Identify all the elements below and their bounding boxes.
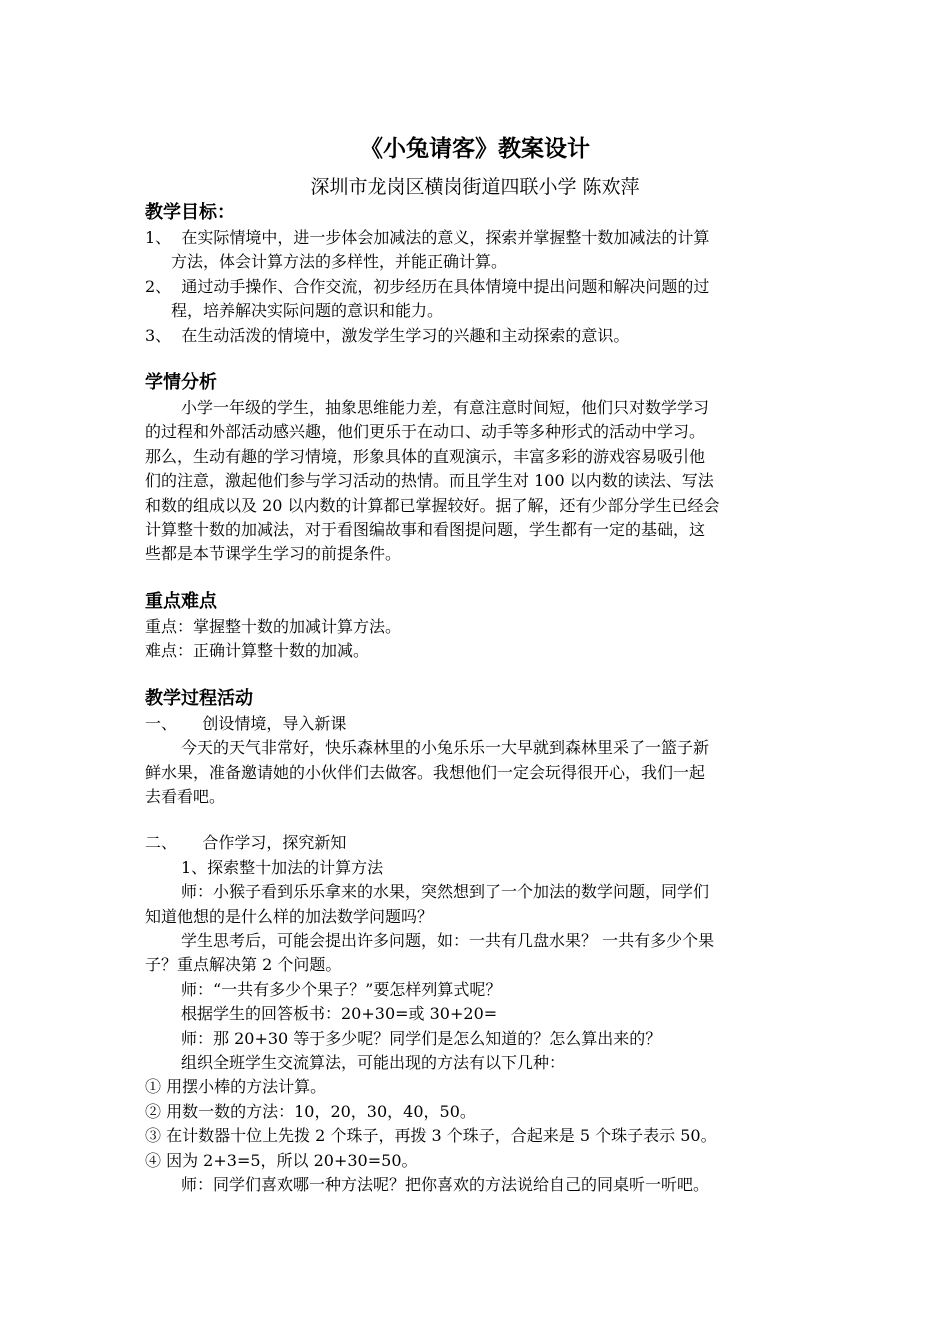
- analysis-line: 们的注意，激起他们参与学习活动的热情。而且学生对 100 以内数的读法、写法: [145, 471, 714, 491]
- analysis-line: 和数的组成以及 20 以内数的计算都已掌握较好。据了解，还有少部分学生已经会: [145, 495, 720, 515]
- analysis-line: 计算整十数的加减法，对于看图编故事和看图提问题，学生都有一定的基础，这: [145, 520, 706, 540]
- process-line: 根据学生的回答板书：20+30=或 30+20=: [181, 1004, 498, 1024]
- process-line: 学生思考后，可能会提出许多问题，如：一共有几盘水果？ 一共有多少个果: [181, 930, 715, 950]
- document-title: 《小兔请客》教案设计: [360, 136, 590, 162]
- process-line: 师：“一共有多少个果子？”要怎样列算式呢？: [181, 979, 502, 999]
- goal-line: 方法，体会计算方法的多样性，并能正确计算。: [171, 252, 508, 272]
- process-line: 师：那 20+30 等于多少呢？同学们是怎么知道的？怎么算出来的？: [181, 1028, 662, 1048]
- key-point-line: 重点：掌握整十数的加减计算方法。: [145, 616, 402, 636]
- heading-process: 教学过程活动: [145, 687, 253, 709]
- process-subtitle: 1、探索整十加法的计算方法: [181, 857, 384, 877]
- heading-goals: 教学目标：: [145, 202, 235, 223]
- analysis-line: 的过程和外部活动感兴趣，他们更乐于在动口、动手等多种形式的活动中学习。: [145, 422, 706, 442]
- heading-analysis: 学情分析: [145, 372, 217, 394]
- heading-key-points: 重点难点: [145, 590, 217, 612]
- method-item: ① 用摆小棒的方法计算。: [145, 1077, 327, 1097]
- key-point-line: 难点：正确计算整十数的加减。: [145, 641, 370, 661]
- process-line: 去看看吧。: [145, 786, 226, 806]
- process-part-title: 一、 创设情境，导入新课: [145, 713, 347, 733]
- process-line: 组织全班学生交流算法，可能出现的方法有以下几种：: [181, 1052, 566, 1072]
- analysis-line: 那么，生动有趣的学习情境，形象具体的直观演示，丰富多彩的游戏容易吸引他: [145, 446, 706, 466]
- process-line: 师：同学们喜欢哪一种方法呢？把你喜欢的方法说给自己的同桌听一听吧。: [181, 1175, 710, 1194]
- goal-line: 1、 在实际情境中，进一步体会加减法的意义，探索并掌握整十数加减法的计算: [145, 228, 710, 247]
- process-line: 今天的天气非常好，快乐森林里的小兔乐乐一大早就到森林里采了一篮子新: [181, 738, 710, 758]
- analysis-line: 些都是本节课学生学习的前提条件。: [145, 544, 402, 564]
- analysis-line: 小学一年级的学生，抽象思维能力差，有意注意时间短，他们只对数学学习: [181, 398, 710, 418]
- process-part-title: 二、 合作学习，探究新知: [145, 833, 347, 853]
- method-item: ② 用数一数的方法：10，20，30，40，50。: [145, 1101, 476, 1121]
- method-item: ③ 在计数器十位上先拨 2 个珠子，再拨 3 个珠子，合起来是 5 个珠子表示 50。: [145, 1126, 717, 1146]
- process-line: 师：小猴子看到乐乐拿来的水果，突然想到了一个加法的数学问题，同学们: [181, 882, 710, 902]
- process-line: 鲜水果，准备邀请她的小伙伴们去做客。我想他们一定会玩得很开心，我们一起: [145, 762, 706, 782]
- goal-line: 3、 在生动活泼的情境中，激发学生学习的兴趣和主动探索的意识。: [145, 325, 630, 345]
- goal-line: 2、 通过动手操作、合作交流，初步经历在具体情境中提出问题和解决问题的过: [145, 276, 710, 296]
- process-line: 知道他想的是什么样的加法数学问题吗？: [145, 906, 434, 926]
- method-item: ④ 因为 2+3=5，所以 20+30=50。: [145, 1150, 418, 1170]
- process-line: 子？重点解决第 2 个问题。: [145, 955, 342, 975]
- document-body: [145, 200, 810, 1197]
- goal-line: 程，培养解决实际问题的意识和能力。: [171, 301, 444, 321]
- document-author: 深圳市龙岗区横岗街道四联小学 陈欢萍: [310, 176, 640, 198]
